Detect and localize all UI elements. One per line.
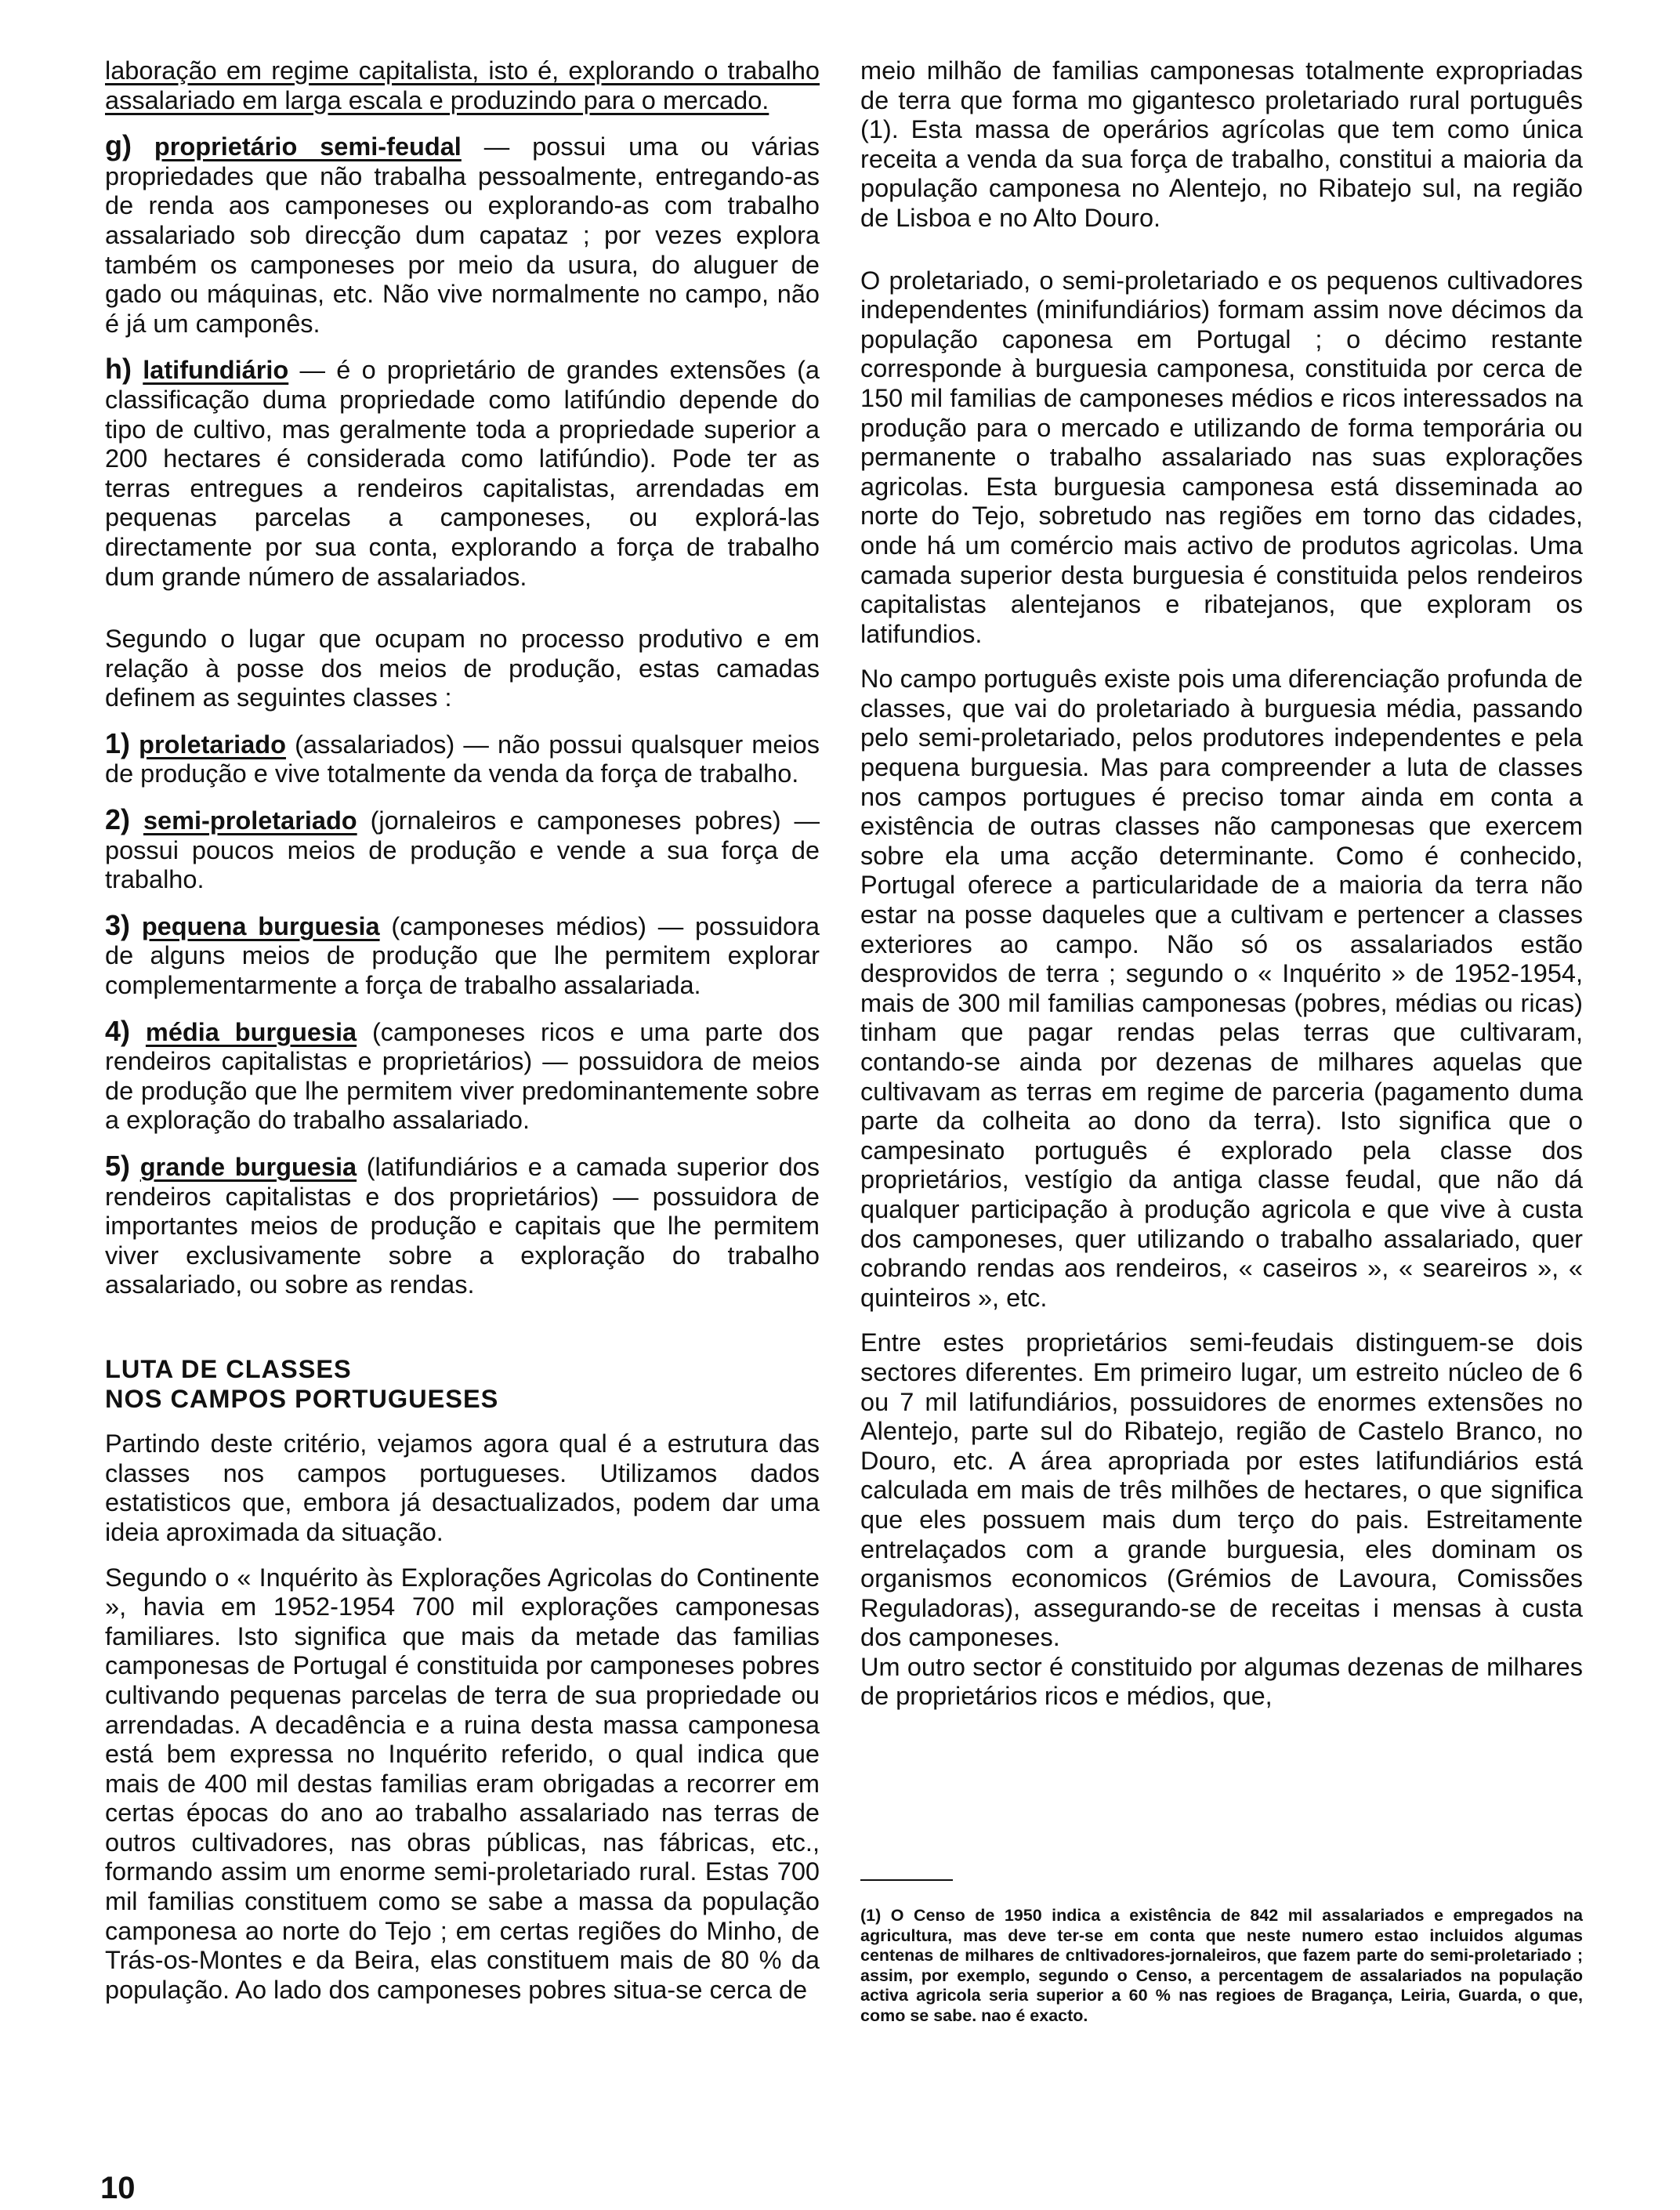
class-term: semi-proletariado <box>143 806 357 835</box>
definition-term: latifundiário <box>143 356 289 385</box>
class-item <box>105 805 820 895</box>
paragraph-criterio: Partindo deste critério, vejamos agora qual é a estrutura das classes nos campos portugueses. Utilizamos dados estatisticos que, embora já desactualizados, podem dar uma ideia aproximada da situação. <box>105 1429 820 1546</box>
class-term: pequena burguesia <box>141 911 380 940</box>
definition-term: proprietário semi-feudal <box>154 132 462 161</box>
paragraph-right-4: Entre estes proprietários semi-feudais distinguem-se dois sectores diferentes. Em primeiro lugar, um estreito núcleo de 6 ou 7 mil latifundiários, possuidores de enormes extensões no Alentejo, parte sul do Ribatejo, região de Castelo Branco, no Douro, etc. A área apropriada por estes latifundiários está calculada em mais de três milhões de hectares, o que significa que eles possuem mais dum terço do pais. Estreitamente entrelaçados com a grande burguesia, eles dominam os organismos economicos (Grémios de Lavoura, Comissões Reguladoras), assegurando-se de receitas i mensas à custa dos camponeses. <box>860 1328 1583 1652</box>
paragraph-right-3: No campo português existe pois uma diferenciação profunda de classes, que vai do proletariado à burguesia média, passando pelo semi-proletariado, pelos produtores independentes e pela pequena burguesia. Mas para compreender a luta de classes nos campos portugues é preciso tomar ainda em conta a existência de outras classes não camponesas que exercem sobre ela uma acção determinante. Como é conhecido, Portugal oferece a particularidade de a maioria da terra não estar na posse daqueles que a cultivam e pertencer a classes exteriores ao campo. Não só os assalariados estão desprovidos de terra ; segundo o « Inquérito » de 1952-1954, mais de 300 mil familias camponesas (pobres, médias ou ricas) tinham que pagar rendas pelas terras que cultivaram, contando-se ainda por dezenas de milhares aquelas que cultivavam as terras em regime de parceria (pagamento duma parte da colheita ao dono da terra). Isto significa que o campesinato português é explorado pela classe dos proprietários, vestígio da antiga classe feudal, que não dá qualquer participação à produção agricola e que vive à custa dos camponeses, quer utilizando o trabalho assalariado, quer cobrando rendas aos rendeiros, « caseiros », « seareiros », « quinteiros », etc. <box>860 665 1583 1312</box>
definition-text: — possui uma ou várias propriedades que não trabalha pessoalmente, entregando-as de renda aos camponeses ou explorando-as com trabalho assalariado sob direcção dum capataz ; por vezes explora também os camponeses por meio da usura, do aluguer de gado ou máquinas, etc. Não vive normalmente no campo, não é já um camponês. <box>105 132 820 338</box>
paragraph-right-5: Um outro sector é constituido por algumas dezenas de milhares de proprietários ricos e médios, que, <box>860 1652 1583 1711</box>
class-description: (latifundiários e a camada superior dos rendeiros capitalistas e dos proprietários) — possuidora de importantes meios de produção e capitais que lhe permitem viver exclusivamente sobre a exploração do trabalho assalariado, ou sobre as rendas. <box>105 1153 820 1299</box>
class-marker: 3) <box>105 908 131 941</box>
class-marker: 5) <box>105 1150 131 1182</box>
class-marker: 2) <box>105 803 131 836</box>
class-item <box>105 1151 820 1300</box>
class-description: (assalariados) — não possui qualsquer meios de produção e vive totalmente da venda da força de trabalho. <box>105 730 820 788</box>
paragraph-right-1: meio milhão de familias camponesas totalmente expropriadas de terra que forma mo gigantesco proletariado rural português (1). Esta massa de operários agrícolas que tem como única receita a venda da sua força de trabalho, constitui a maioria da população camponesa no Alentejo, no Ribatejo sul, na região de Lisboa e no Alto Douro. <box>860 56 1583 232</box>
intro-continuation: laboração em regime capitalista, isto é, explorando o trabalho assalariado em larga escala e produzindo para o mercado. <box>105 56 820 114</box>
section-heading-line1: LUTA DE CLASSES <box>105 1354 352 1383</box>
class-description: (jornaleiros e camponeses pobres) — possui poucos meios de produção e vende a sua força de trabalho. <box>105 806 820 894</box>
definition-marker: h) <box>105 353 132 386</box>
right-column <box>860 56 1583 1712</box>
footnote: (1) O Censo de 1950 indica a existência de 842 mil assalariados e empregados na agricultura, mas deve ter-se em conta que neste numero estao incluidos algumas centenas de milhares de cnltivadores-jornaleiros, que fazem parte do semi-proletariado ; assim, por exemplo, segundo o Censo, a percentagem de assalariados na população activa agricola seria superior a 60 % nas regioes de Bragança, Leiria, Guarda, o que, como se sabe. nao é exacto. <box>860 1906 1583 2025</box>
paragraph-inquerito: Segundo o « Inquérito às Explorações Agricolas do Continente », havia em 1952-1954 700 mil explorações camponesas familiares. Isto significa que mais da metade das familias camponesas de Portugal é constituida por camponeses pobres cultivando pequenas parcelas de terra de sua propriedade ou arrendadas. A decadência e a ruina desta massa camponesa está bem expressa no Inquérito referido, o qual indica que mais de 400 mil destas familias eram obrigadas a recorrer em certas épocas do ano ao trabalho assalariado nas terras de outros cultivadores, nas obras públicas, nas fábricas, etc., formando assim um enorme semi-proletariado rural. Estas 700 mil familias constituem como se sabe a massa da população camponesa ao norte do Tejo ; em certas regiões do Minho, de Trás-os-Montes e da Beira, elas constituem mais de 80 % da população. Ao lado dos camponeses pobres situa-se cerca de <box>105 1563 820 2004</box>
class-term: proletariado <box>139 730 286 759</box>
class-description: (camponeses ricos e uma parte dos rendeiros capitalistas e proprietários) — possuidora de meios de produção que lhe permitem viver predominantemente sobre a exploração do trabalho assalariado. <box>105 1017 820 1135</box>
left-column <box>105 56 820 2005</box>
class-description: (camponeses médios) — possuidora de alguns meios de produção que lhe permitem explorar complementarmente a força de trabalho assalariada. <box>105 911 820 1000</box>
definition-g <box>105 131 820 339</box>
section-heading-line2: NOS CAMPOS PORTUGUESES <box>105 1384 499 1413</box>
class-item <box>105 1016 820 1136</box>
page-number: 10 <box>100 2171 136 2205</box>
class-marker: 1) <box>105 726 131 759</box>
class-item <box>105 726 820 789</box>
definition-marker: g) <box>105 129 132 162</box>
class-term: média burguesia <box>145 1017 357 1046</box>
paragraph-right-2: O proletariado, o semi-proletariado e os pequenos cultivadores independentes (minifundiários) formam assim nove décimos da população caponesa em Portugal ; o décimo restante corresponde à burguesia camponesa, constituida por cerca de 150 mil familias de camponeses médios e ricos interessados na produção para o mercado e utilizando de forma temporária ou permanente o trabalho assalariado nas suas explorações agricolas. Esta burguesia camponesa está disseminada ao norte do Tejo, sobretudo nas regiões em torno das cidades, onde há um comércio mais activo de produtos agricolas. Uma camada superior desta burguesia é constituida pelos rendeiros capitalistas alentejanos e ribatejanos, que exploram os latifundios. <box>860 266 1583 648</box>
class-marker: 4) <box>105 1014 131 1047</box>
classes-intro: Segundo o lugar que ocupam no processo produtivo e em relação à posse dos meios de produção, estas camadas definem as seguintes classes : <box>105 625 820 712</box>
definition-h <box>105 354 820 592</box>
definition-text: — é o proprietário de grandes extensões (a classificação duma propriedade como latifúndio depende do tipo de cultivo, mas geralmente toda a propriedade superior a 200 hectares é considerada como latifúndio). Pode ter as terras entregues a rendeiros capitalistas, arrendadas em pequenas parcelas a camponeses, ou explorá-las directamente por sua conta, explorando a força de trabalho dum grande número de assalariados. <box>105 356 820 591</box>
class-term: grande burguesia <box>139 1153 357 1181</box>
class-item <box>105 908 820 1001</box>
footnote-divider <box>860 1879 953 1881</box>
